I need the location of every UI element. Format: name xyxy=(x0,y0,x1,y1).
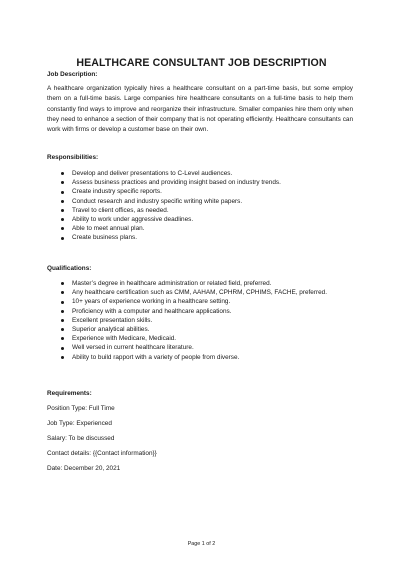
list-item-text: Develop and deliver presentations to C-Level audiences. xyxy=(72,170,233,177)
position-type-line: Position Type: Full Time xyxy=(47,405,115,412)
list-item-text: Master’s degree in healthcare administration or related field, preferred. xyxy=(72,280,272,287)
contact-details-line: Contact details: {{Contact information}} xyxy=(47,450,157,457)
bullet-icon xyxy=(61,172,64,175)
job-type-line: Job Type: Experienced xyxy=(47,420,112,427)
list-item xyxy=(47,178,281,187)
bullet-icon xyxy=(61,347,64,350)
list-item-text: Excellent presentation skills. xyxy=(72,316,153,324)
list-item xyxy=(47,316,327,325)
list-item-text: Assess business practices and providing insight based on industry trends. xyxy=(72,179,281,187)
list-item-text: Able to meet annual plan. xyxy=(72,225,145,233)
list-item-text: 10+ years of experience working in a healthcare setting. xyxy=(72,298,231,306)
list-item xyxy=(47,215,281,224)
bullet-icon xyxy=(61,310,64,313)
list-item xyxy=(47,325,327,334)
bullet-icon xyxy=(61,291,64,294)
list-item xyxy=(47,288,327,297)
list-item xyxy=(47,187,281,196)
list-item xyxy=(47,307,327,316)
document-title: HEALTHCARE CONSULTANT JOB DESCRIPTION xyxy=(76,57,327,69)
list-item xyxy=(47,197,281,206)
bullet-icon xyxy=(61,227,64,230)
responsibilities-heading: Responsibilities: xyxy=(47,154,99,161)
bullet-icon xyxy=(61,218,64,221)
list-item-text: Create business plans. xyxy=(72,234,138,242)
bullet-icon xyxy=(61,301,64,304)
qualifications-heading: Qualifications: xyxy=(47,265,92,272)
list-item-text: Create industry specific reports. xyxy=(72,188,162,196)
list-item-text: Ability to build rapport with a variety of people from diverse. xyxy=(72,353,240,361)
salary-line: Salary: To be discussed xyxy=(47,435,115,442)
responsibilities-list xyxy=(47,169,281,243)
bullet-icon xyxy=(61,356,64,359)
list-item xyxy=(47,206,281,215)
bullet-icon xyxy=(61,319,64,322)
bullet-icon xyxy=(61,282,64,285)
list-item-text: Ability to work under aggressive deadlines. xyxy=(72,216,194,224)
bullet-icon xyxy=(61,337,64,340)
qualifications-list xyxy=(47,279,327,362)
list-item-text: Experience with Medicare, Medicaid. xyxy=(72,335,177,343)
bullet-icon xyxy=(61,209,64,212)
job-description-text: A healthcare organization typically hires a healthcare consultant on a part-time basis, but some employ them on a full-time basis. Large companies hire healthcare consultants on a full-time basis to help them constantly find ways to improve and reorganize their infrastructure. Smaller companies hire them only when they need to enhance a section of their company that is not operating efficiently. Healthcare consultants can work with firms or develop a customer base on their own. xyxy=(47,85,353,134)
bullet-icon xyxy=(61,181,64,184)
page-number: Page 1 of 2 xyxy=(187,541,216,547)
list-item xyxy=(47,224,281,233)
list-item-text: Superior analytical abilities. xyxy=(72,326,150,334)
list-item xyxy=(47,334,327,343)
bullet-icon xyxy=(61,200,64,203)
list-item xyxy=(47,169,281,178)
list-item xyxy=(47,233,281,242)
list-item-text: Any healthcare certification such as CMM, AAHAM, CPHRM, CPHIMS, FACHE, preferred. xyxy=(72,289,327,297)
list-item-text: Proficiency with a computer and healthcare applications. xyxy=(72,307,232,315)
list-item xyxy=(47,297,327,306)
list-item-text: Well versed in current healthcare literature. xyxy=(72,344,194,352)
bullet-icon xyxy=(61,237,64,240)
list-item xyxy=(47,353,327,362)
list-item xyxy=(47,343,327,352)
job-description-heading: Job Description: xyxy=(47,71,98,78)
date-line: Date: December 20, 2021 xyxy=(47,465,121,472)
requirements-heading: Requirements: xyxy=(47,390,92,397)
list-item xyxy=(47,279,327,288)
bullet-icon xyxy=(61,328,64,331)
list-item-text: Travel to client offices, as needed. xyxy=(72,206,169,214)
bullet-icon xyxy=(61,191,64,194)
list-item-text: Conduct research and industry specific writing white papers. xyxy=(72,197,243,205)
